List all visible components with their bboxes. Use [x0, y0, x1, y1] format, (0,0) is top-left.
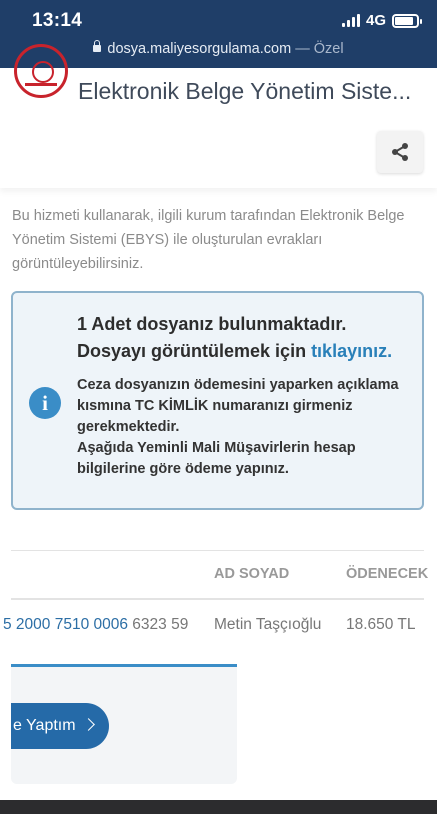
account-holder-name: Metin Taşçıoğlu — [214, 616, 322, 633]
site-header — [0, 68, 437, 188]
status-time: 13:14 — [32, 10, 83, 31]
browser-toolbar — [0, 800, 437, 814]
page-title: Elektronik Belge Yönetim Siste... — [78, 78, 412, 104]
column-header-amount: ÖDENECEK — [346, 566, 429, 582]
view-file-line — [77, 338, 392, 365]
status-indicators — [342, 12, 419, 29]
payment-done-button[interactable] — [11, 703, 109, 749]
notice-instruction: Ceza dosyanızın ödemesini yaparken açıklama kısmına TC KİMLİK numaranızı girmeniz gerekmektedir. — [77, 377, 399, 435]
address-bar[interactable] — [0, 41, 437, 57]
battery-level — [395, 17, 413, 25]
column-header-name: AD SOYAD — [214, 566, 290, 582]
private-label: Özel — [313, 41, 344, 57]
file-count-text: 1 Adet dosyanız bulunmaktadır. — [77, 314, 347, 334]
account-number-rest: 6323 59 — [127, 616, 189, 633]
table-top-border — [11, 550, 424, 551]
intro-text: Bu hizmeti kullanarak, ilgili kurum tarafından Elektronik Belge Yönetim Sistemi (EBYS) ile oluşturulan evrakları görüntüleyebilirsiniz. — [12, 208, 405, 272]
notice-box — [11, 291, 424, 510]
battery-icon — [392, 14, 419, 28]
notice-body — [77, 375, 407, 480]
table-header-border — [11, 598, 424, 600]
payment-done-label: e Yaptım — [13, 717, 76, 734]
amount-due: 18.650 TL — [346, 616, 416, 633]
chevron-right-icon — [82, 718, 95, 731]
share-button[interactable] — [377, 131, 423, 173]
url-separator: — — [291, 41, 314, 57]
account-number-link[interactable]: 5 2000 7510 0006 — [3, 616, 128, 633]
url-text: dosya.maliyesorgulama.com — [107, 41, 292, 57]
network-type: 4G — [365, 12, 386, 29]
account-number — [3, 616, 188, 634]
info-icon: i — [29, 387, 61, 419]
notice-payment-info: Aşağıda Yeminli Mali Müşavirlerin hesap bilgilerine göre ödeme yapınız. — [77, 440, 356, 477]
view-file-text: Dosyayı görüntülemek için — [77, 341, 312, 361]
share-icon — [390, 142, 410, 162]
browser-chrome — [0, 0, 437, 68]
logo-emblem — [14, 44, 68, 98]
signal-icon — [342, 14, 360, 27]
lock-icon — [93, 45, 101, 52]
notice-heading — [77, 311, 392, 365]
payment-panel — [11, 664, 237, 784]
view-file-link[interactable]: tıklayınız. — [311, 341, 393, 361]
